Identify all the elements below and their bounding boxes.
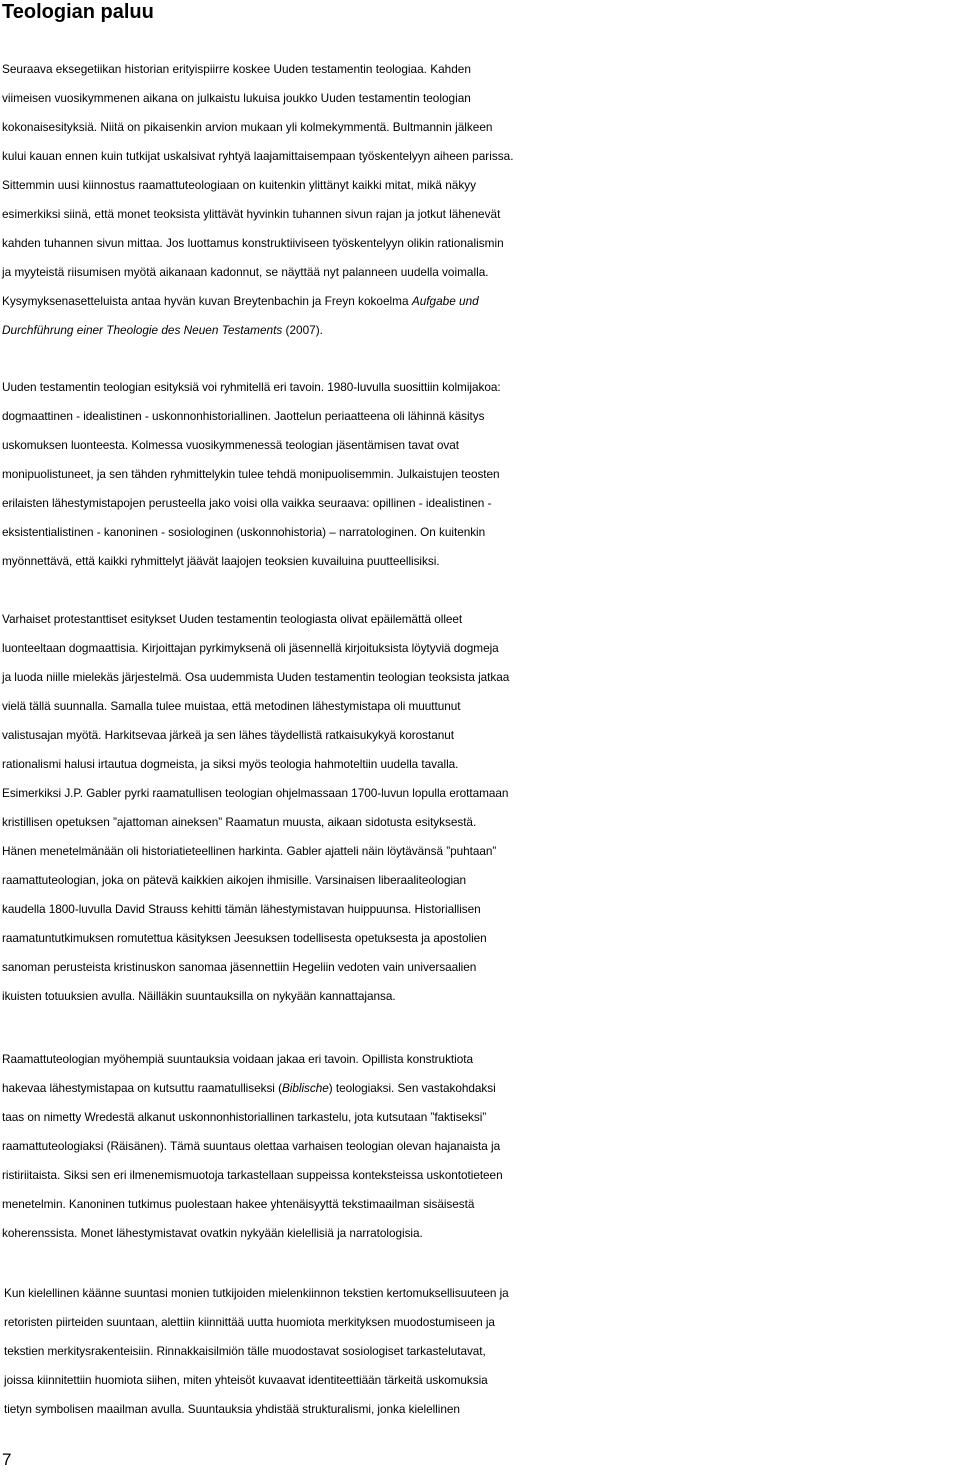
paragraph-line: vielä tällä suunnalla. Samalla tulee muistaa, että metodinen lähestymistapa oli muuttunut [2,699,461,713]
paragraph-line: valistusajan myötä. Harkitsevaa järkeä ja sen lähes täydellistä ratkaisukykyä korostanut [2,728,454,742]
paragraph-line-with-citation [2,287,960,316]
paragraph-line: raamatuntutkimuksen romutettua käsityksen Jeesuksen todellisesta opetuksesta ja apostolien [2,931,487,945]
paragraph-line: retoristen piirteiden suuntaan, alettiin kiinnittää uutta huomiota merkityksen muodostumiseen ja [4,1315,495,1329]
paragraph-line: Seuraava eksegetiikan historian erityispiirre koskee Uuden testamentin teologiaa. Kahden [2,62,471,76]
paragraph-2 [2,373,960,576]
paragraph-line: koherenssista. Monet lähestymistavat ovatkin nykyään kielellisiä ja narratologisia. [2,1226,423,1240]
paragraph-line: Hänen menetelmänään oli historiatieteellinen harkinta. Gabler ajatteli näin löytävänsä ”puhtaan” [2,844,497,858]
book-title-italic: Durchführung einer Theologie des Neuen Testaments [2,323,283,337]
citation-lead-text: Kysymyksenasetteluista antaa hyvän kuvan Breytenbachin ja Freyn kokoelma [2,294,412,308]
paragraph-line: esimerkiksi siinä, että monet teoksista ylittävät hyvinkin tuhannen sivun rajan ja jotkut lähenevät [2,207,501,221]
paragraph-line: joissa kiinnitettiin huomiota siihen, miten yhteisöt kuvaavat identiteettiään tärkeitä uskomuksia [4,1373,488,1387]
paragraph-line: kristillisen opetuksen ”ajattoman aineksen” Raamatun muusta, aikaan sidotusta esityksestä. [2,815,477,829]
paragraph-line: sanoman perusteista kristinuskon sanomaa jäsennettiin Hegeliin vedoten vain universaalien [2,960,477,974]
paragraph-line: ja luoda niille mielekäs järjestelmä. Osa uudemmista Uuden testamentin teologian teoksista jatkaa [2,670,510,684]
paragraph-line: raamattuteologian, joka on pätevä kaikkien aikojen ihmisille. Varsinaisen liberaaliteologian [2,873,467,887]
paragraph-3 [2,605,960,1011]
paragraph-line: Esimerkiksi J.P. Gabler pyrki raamatullisen teologian ohjelmassaan 1700-luvun lopulla erottamaan [2,786,509,800]
paragraph-line: kahden tuhannen sivun mittaa. Jos luottamus konstruktiiviseen työskentelyyn olikin rationalismin [2,236,504,250]
paragraph-line: Sittemmin uusi kiinnostus raamattuteologiaan on kuitenkin ylittänyt kaikki mitat, mikä näkyy [2,178,477,192]
paragraph-line: tekstien merkitysrakenteisiin. Rinnakkaisilmiön tälle muodostavat sosiologiset tarkastelutavat, [4,1344,486,1358]
paragraph-line: myönnettävä, että kaikki ryhmittelyt jäävät laajojen teoksien kuvailuina puutteellisiksi. [2,554,440,568]
paragraph-line-with-term [2,1074,960,1103]
term-tail-text: ) teologiaksi. Sen vastakohdaksi [328,1081,496,1095]
term-lead-text: hakevaa lähestymistapaa on kutsuttu raamatulliseksi ( [2,1081,282,1095]
paragraph-line: kului kauan ennen kuin tutkijat uskalsivat ryhtyä laajamittaisempaan työskentelyyn aiheen parissa. [2,149,514,163]
paragraph-line: viimeisen vuosikymmenen aikana on julkaistu lukuisa joukko Uuden testamentin teologian [2,91,471,105]
document-title: Teologian paluu [2,1,154,23]
paragraph-line: menetelmin. Kanoninen tutkimus puolestaan hakee yhtenäisyyttä tekstimaailman sisäisestä [2,1197,475,1211]
book-title-italic: Aufgabe und [411,294,479,308]
paragraph-line: tietyn symbolisen maailman avulla. Suuntauksia yhdistää strukturalismi, jonka kielellinen [4,1402,460,1416]
paragraph-4 [2,1045,960,1248]
paragraph-line: kaudella 1800-luvulla David Strauss kehitti tämän lähestymistavan huippuunsa. Historiallisen [2,902,481,916]
paragraph-5 [4,1279,960,1424]
paragraph-line: luonteeltaan dogmaattisia. Kirjoittajan pyrkimyksenä oli jäsennellä kirjoituksista löytyviä dogmeja [2,641,499,655]
paragraph-1 [2,55,960,345]
term-italic: Biblische [281,1081,329,1095]
paragraph-line: Kun kielellinen käänne suuntasi monien tutkijoiden mielenkiinnon tekstien kertomuksellisuuteen ja [4,1286,509,1300]
paragraph-line: ja myyteistä riisumisen myötä aikanaan kadonnut, se näyttää nyt palanneen uudella voimalla. [2,265,489,279]
paragraph-line: ikuisten totuuksien avulla. Näilläkin suuntauksilla on nykyään kannattajansa. [2,989,396,1003]
paragraph-line: rationalismi halusi irtautua dogmeista, ja siksi myös teologia hahmoteltiin uudella tavalla. [2,757,459,771]
paragraph-line: uskomuksen luonteesta. Kolmessa vuosikymmenessä teologian jäsentämisen tavat ovat [2,438,459,452]
paragraph-line: dogmaattinen - idealistinen - uskonnonhistoriallinen. Jaottelun periaatteena oli lähinnä käsitys [2,409,485,423]
paragraph-line: taas on nimetty Wredestä alkanut uskonnonhistoriallinen tarkastelu, jota kutsutaan ”faktiseksi” [2,1110,487,1124]
page-number: 7 [2,1450,12,1469]
paragraph-line: monipuolistuneet, ja sen tähden ryhmittelykin tulee tehdä monipuolisemmin. Julkaistujen teosten [2,467,500,481]
paragraph-line-with-citation [2,316,960,345]
paragraph-line: ristiriitaista. Siksi sen eri ilmenemismuotoja tarkastellaan suppeissa konteksteissa uskontotieteen [2,1168,503,1182]
paragraph-line: Uuden testamentin teologian esityksiä voi ryhmitellä eri tavoin. 1980-luvulla suosittiin kolmijakoa: [2,380,501,394]
citation-year-text: (2007). [282,323,323,337]
paragraph-line: raamattuteologiaksi (Räisänen). Tämä suuntaus olettaa varhaisen teologian olevan hajanaista ja [2,1139,501,1153]
paragraph-line: eksistentialistinen - kanoninen - sosiologinen (uskonnohistoria) – narratologinen. On kuitenkin [2,525,486,539]
paragraph-line: erilaisten lähestymistapojen perusteella jako voisi olla vaikka seuraava: opillinen - idealistinen - [2,496,492,510]
paragraph-line: kokonaisesityksiä. Niitä on pikaisenkin arvion mukaan yli kolmekymmentä. Bultmannin jälkeen [2,120,493,134]
paragraph-line: Varhaiset protestanttiset esitykset Uuden testamentin teologiasta olivat epäilemättä olleet [2,612,463,626]
paragraph-line: Raamattuteologian myöhempiä suuntauksia voidaan jakaa eri tavoin. Opillista konstruktiota [2,1052,473,1066]
